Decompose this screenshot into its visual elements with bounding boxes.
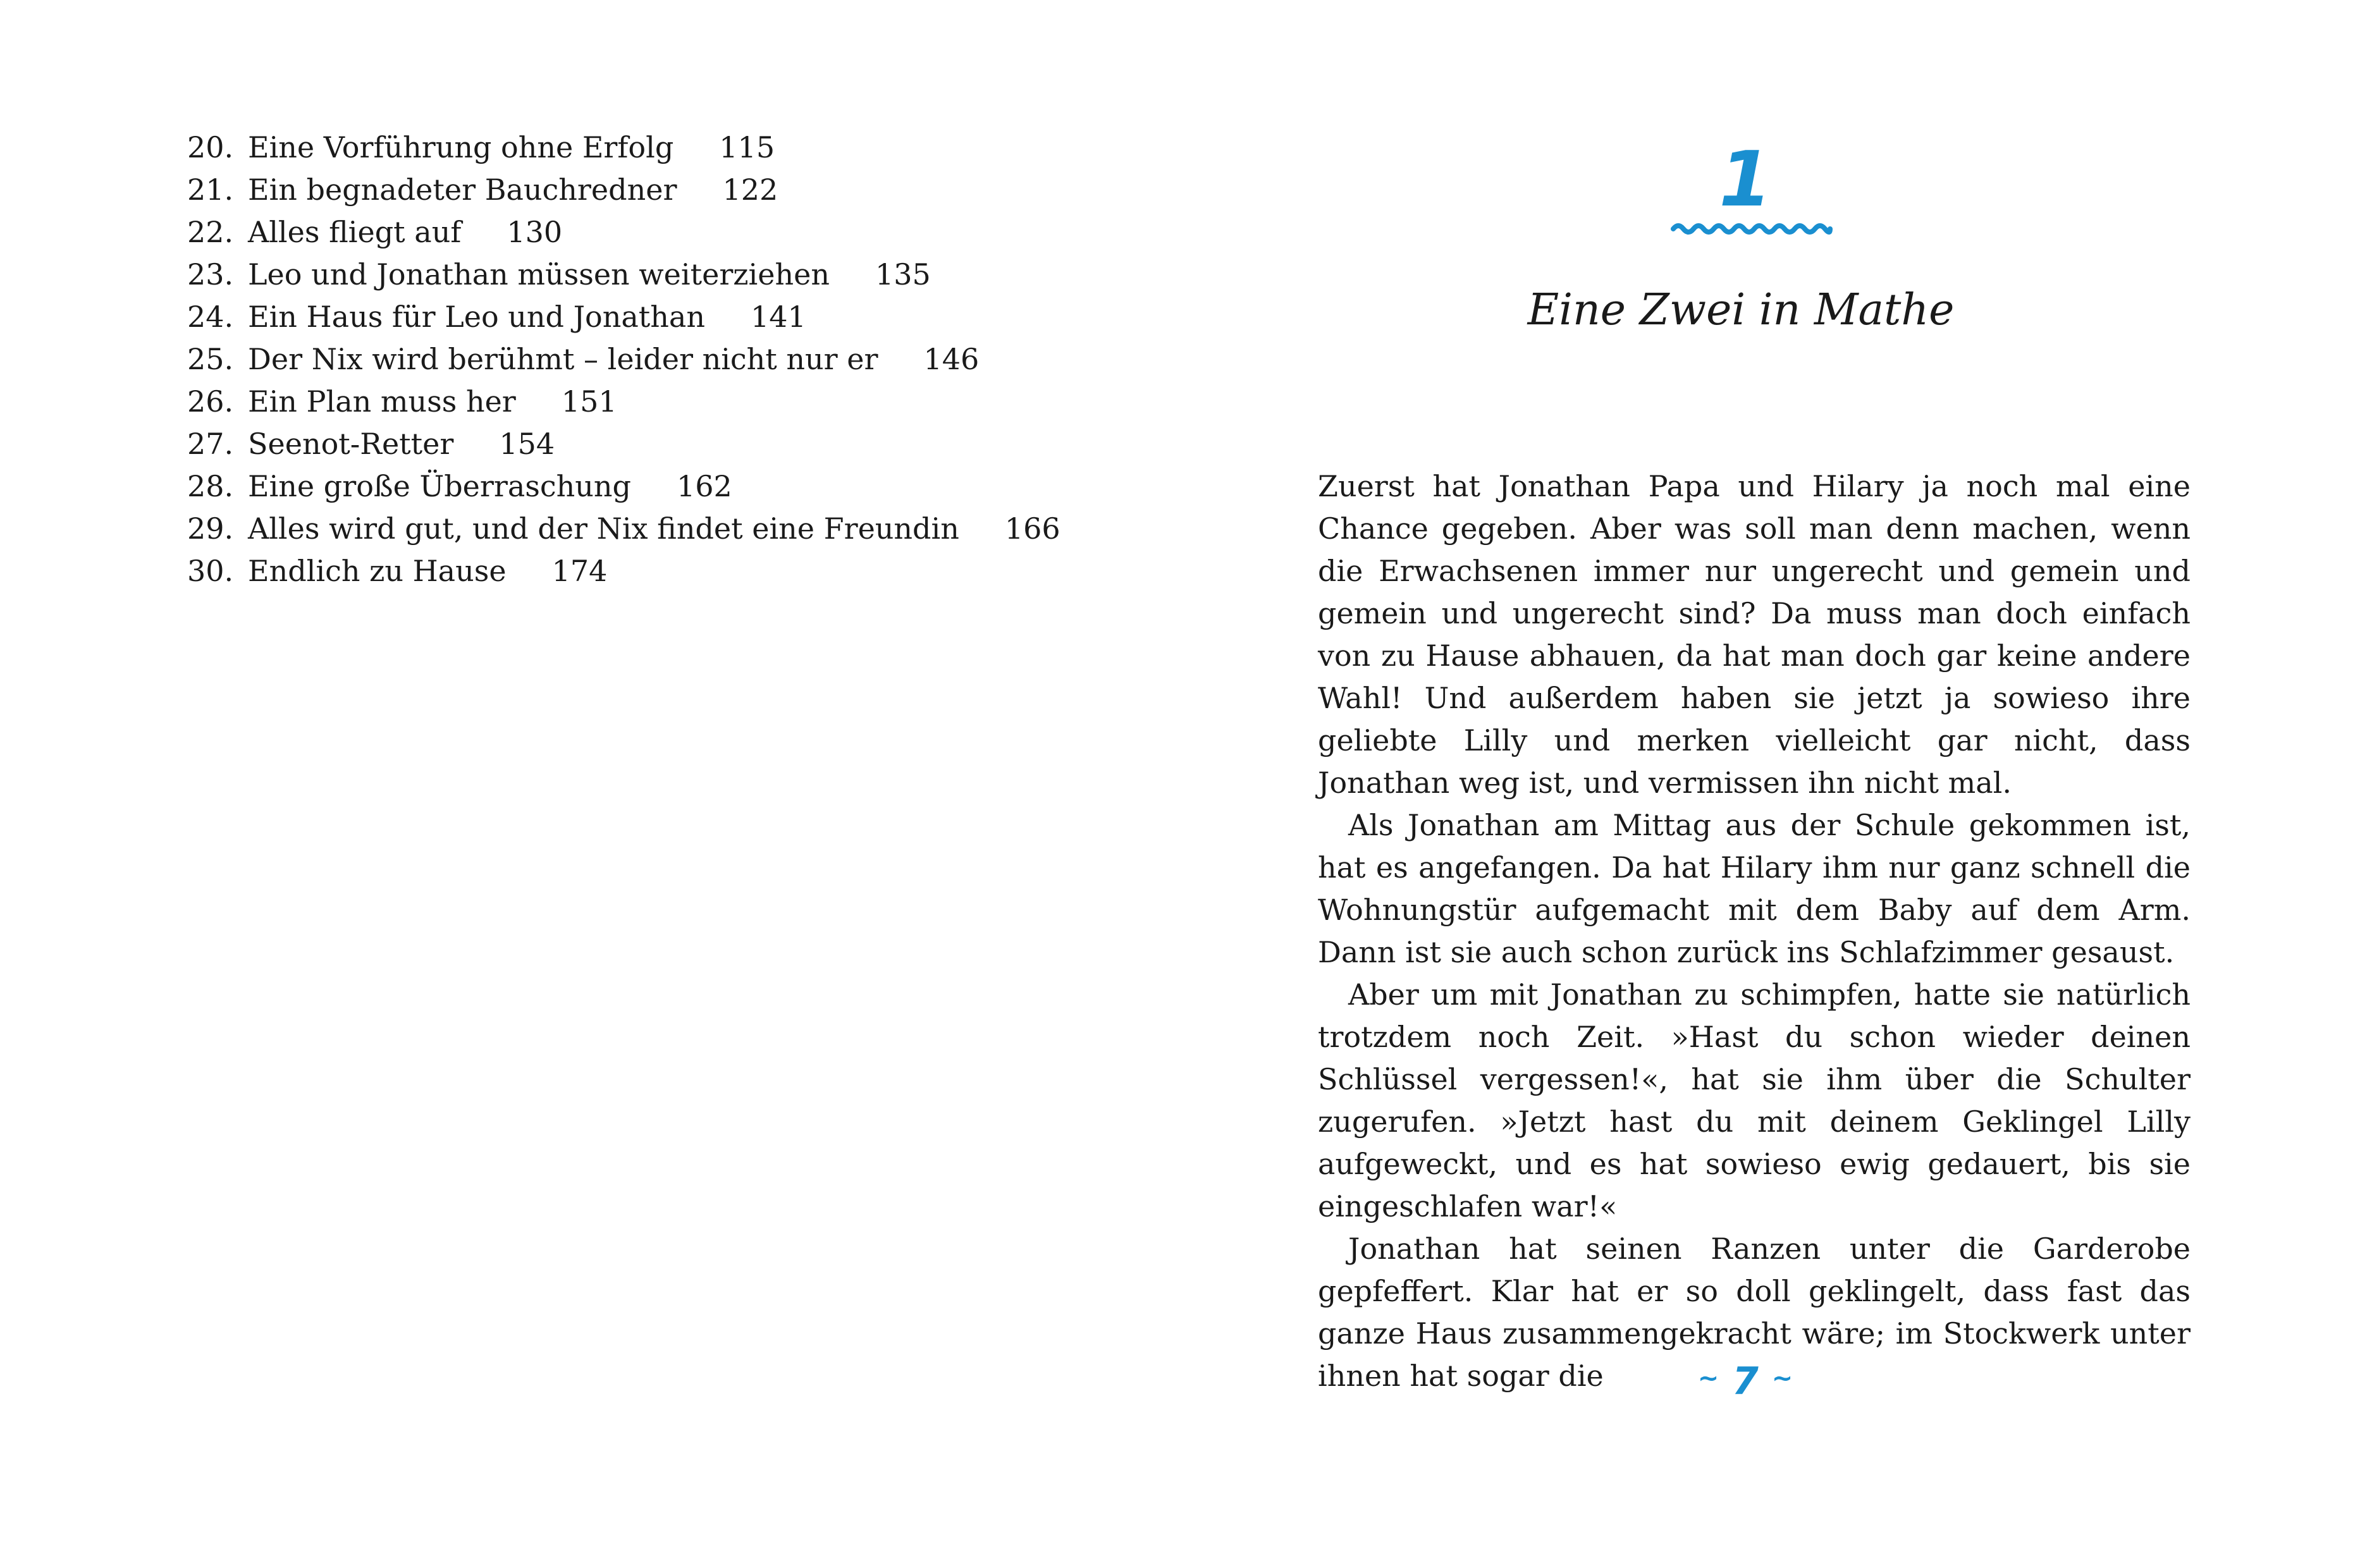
toc-entry-title: Eine Vorführung ohne Erfolg — [248, 130, 674, 164]
wave-ornament-icon — [1671, 221, 1833, 237]
toc-entry-number: 30. — [187, 554, 234, 588]
toc-entry-page: 122 — [722, 173, 778, 207]
paragraph: Als Jonathan am Mittag aus der Schule gekommen ist, hat es angefangen. Da hat Hilary ihm nur ganz schnell die Wohnungstür aufgemacht mit dem Baby auf dem Arm. Dann ist sie auch schon zurück ins Schlafzimmer gesaust. — [1318, 808, 2191, 969]
toc-entry — [187, 211, 1060, 254]
toc-entry-number: 23. — [187, 257, 234, 291]
toc-entry-title: Seenot-Retter — [248, 427, 454, 461]
toc-entry — [187, 296, 1060, 338]
toc-entry-title: Alles wird gut, und der Nix findet eine Freundin — [248, 511, 959, 546]
chapter-title: Eine Zwei in Mathe — [1527, 285, 1955, 335]
toc-entry — [187, 508, 1060, 550]
toc-entry-number: 21. — [187, 173, 234, 207]
toc-entry-page: 141 — [750, 300, 806, 334]
toc-entry-title: Endlich zu Hause — [248, 554, 507, 588]
paragraph: Zuerst hat Jonathan Papa und Hilary ja noch mal eine Chance gegeben. Aber was soll man denn machen, wenn die Erwachsenen immer nur ungerecht und gemein und gemein und ungerecht sind? Da muss man doch einfach von zu Hause abhauen, da hat man doch gar keine andere Wahl! Und außerdem haben sie jetzt ja sowieso ihre geliebte Lilly und merken vielleicht gar nicht, dass Jonathan weg ist, und vermissen ihn nicht mal. — [1318, 469, 2191, 800]
toc-entry — [187, 465, 1060, 508]
toc-entry-number: 29. — [187, 511, 234, 546]
toc-entry — [187, 381, 1060, 423]
chapter-body — [1318, 465, 2191, 1397]
chapter-number: 1 — [1719, 136, 1772, 224]
toc-entry-number: 27. — [187, 427, 234, 461]
toc-entry — [187, 338, 1060, 381]
toc-entry-page: 115 — [719, 130, 775, 164]
toc-entry-title: Eine große Überraschung — [248, 469, 631, 503]
toc-entry — [187, 254, 1060, 296]
toc-entry-title: Ein Plan muss her — [248, 384, 516, 419]
toc-entry-number: 28. — [187, 469, 234, 503]
toc-entry-page: 135 — [875, 257, 931, 291]
toc-entry-number: 25. — [187, 342, 234, 376]
table-of-contents — [187, 126, 1060, 592]
toc-entry — [187, 126, 1060, 169]
tilde-ornament-icon: ~ — [1771, 1364, 1793, 1393]
paragraph: Aber um mit Jonathan zu schimpfen, hatte sie natürlich trotzdem noch Zeit. »Hast du schon wieder deinen Schlüssel vergessen!«, hat sie ihm über die Schulter zugerufen. »Jetzt hast du mit deinem Geklingel Lilly aufgeweckt, und es hat sowieso ewig gedauert, bis sie eingeschlafen war!« — [1318, 977, 2191, 1223]
toc-entry-title: Ein begnadeter Bauchredner — [248, 173, 677, 207]
toc-entry-number: 22. — [187, 215, 234, 249]
toc-entry-title: Alles fliegt auf — [248, 215, 462, 249]
toc-entry — [187, 423, 1060, 465]
toc-entry-number: 26. — [187, 384, 234, 419]
toc-entry-page: 162 — [677, 469, 732, 503]
tilde-ornament-icon: ~ — [1697, 1364, 1719, 1393]
paragraph: Jonathan hat seinen Ranzen unter die Garderobe gepfeffert. Klar hat er so doll geklingelt, dass fast das ganze Haus zusammengekracht wäre; im Stockwerk unter ihnen hat sogar die — [1318, 1232, 2191, 1393]
toc-entry-number: 20. — [187, 130, 234, 164]
toc-entry-number: 24. — [187, 300, 234, 334]
toc-entry — [187, 550, 1060, 592]
toc-entry-title: Ein Haus für Leo und Jonathan — [248, 300, 705, 334]
toc-entry-title: Leo und Jonathan müssen weiterziehen — [248, 257, 830, 291]
toc-entry — [187, 169, 1060, 211]
right-page — [1180, 0, 2360, 1568]
toc-entry-title: Der Nix wird berühmt – leider nicht nur er — [248, 342, 878, 376]
toc-entry-page: 151 — [561, 384, 617, 419]
toc-entry-page: 146 — [923, 342, 980, 376]
toc-entry-page: 174 — [551, 554, 608, 588]
page-number — [1650, 1353, 1840, 1407]
toc-entry-page: 130 — [507, 215, 563, 249]
toc-entry-page: 166 — [1004, 511, 1060, 546]
toc-entry-page: 154 — [499, 427, 555, 461]
page-number-value: 7 — [1732, 1359, 1759, 1404]
